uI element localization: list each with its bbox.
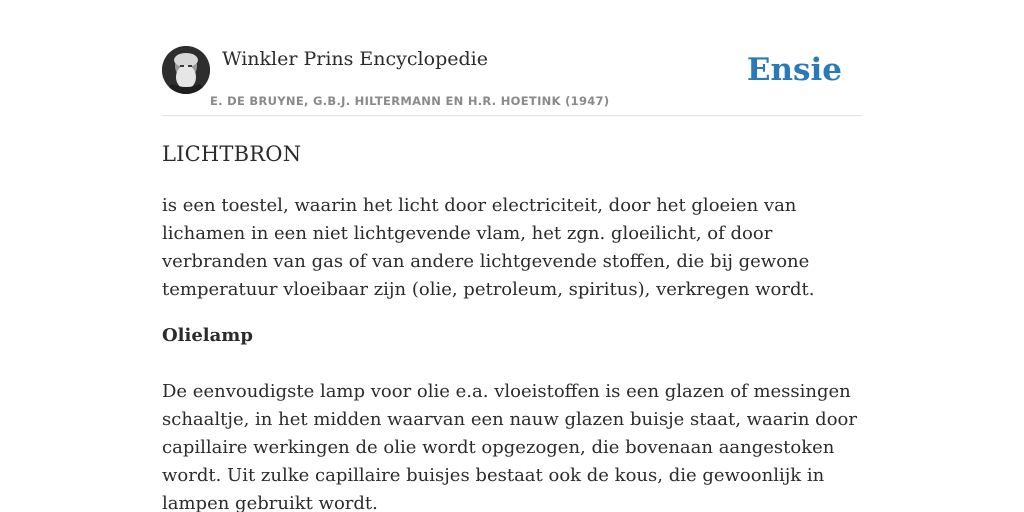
author-avatar-portrait-icon[interactable] (162, 46, 210, 94)
site-title[interactable]: Winkler Prins Encyclopedie (222, 48, 488, 70)
site-header (162, 44, 862, 116)
article (162, 138, 862, 512)
section-paragraph: De eenvoudigste lamp voor olie e.a. vloeistoffen is een glazen of messingen schaaltje, in het midden waarvan een nauw glazen buisje staat, waarin door capillaire werkingen de olie wordt opgezogen, die bovenaan aangestoken wordt. Uit zulke capillaire buisjes bestaat ook de kous, die gewoonlijk in lampen gebruikt wordt. (162, 381, 857, 512)
authors-line: E. DE BRUYNE, G.B.J. HILTERMANN EN H.R. HOETINK (1947) (210, 94, 610, 108)
brand-logo-link[interactable]: Ensie (746, 52, 842, 88)
portrait-icon (162, 46, 210, 94)
article-title: LICHTBRON (162, 142, 302, 166)
article-intro: is een toestel, waarin het licht door electriciteit, door het gloeien van lichamen in een niet lichtgevende vlam, het zgn. gloeilicht, of door verbranden van gas of van andere lichtgevende stoffen, die bij gewone temperatuur vloeibaar zijn (olie, petroleum, spiritus), verkregen wordt. (162, 195, 815, 300)
section-heading-olielamp: Olielamp (162, 325, 253, 346)
